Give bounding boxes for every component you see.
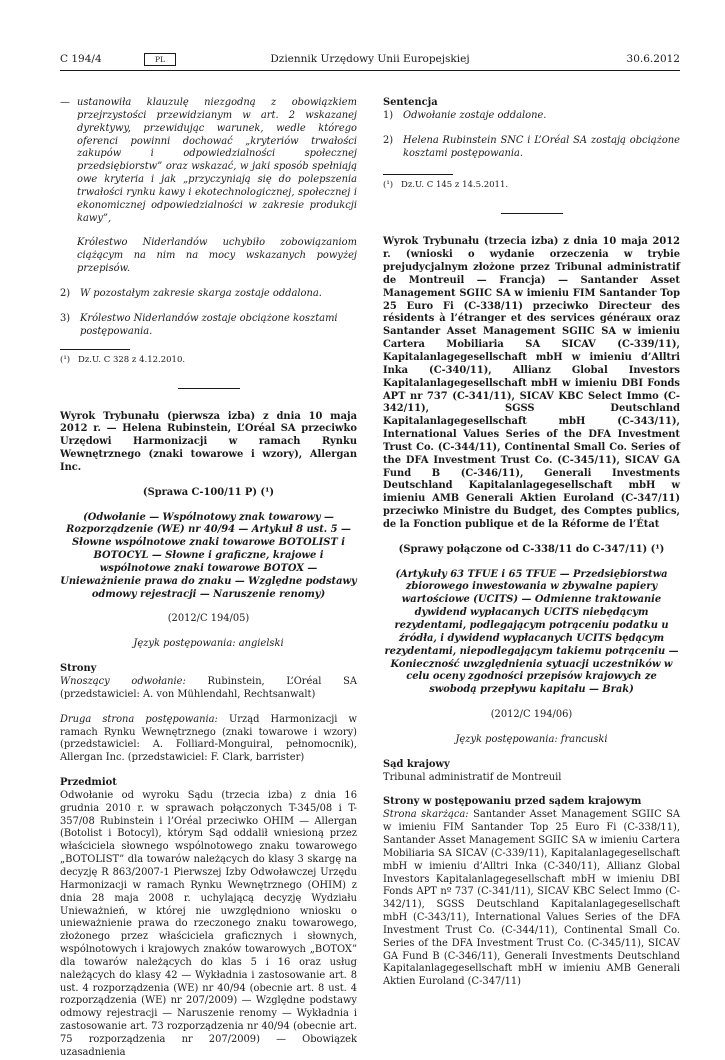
sentence-item-2 — [383, 135, 680, 161]
case-reference: (Sprawa C-100/11 P) (¹) — [142, 486, 275, 498]
footnote-mark: (¹) — [383, 180, 394, 191]
court-text: Tribunal administratif de Montreuil — [383, 771, 562, 783]
item-number: 2) — [383, 134, 394, 146]
footnote-text: Dz.U. C 145 z 14.5.2011. — [401, 180, 509, 191]
footnote-mark: (¹) — [60, 354, 71, 365]
court-heading: Sąd krajowy — [383, 758, 450, 770]
oj-reference: (2012/C 194/05) — [167, 613, 250, 625]
oj-reference: (2012/C 194/06) — [490, 709, 573, 721]
header-rule — [60, 70, 680, 71]
case-keywords: (Odwołanie — Wspólnotowy znak towarowy — Rozporządzenie (WE) nr 40/94 — Artykuł 8 ust. 5 — Słowne wspólnotowe znaki towarowe BOTOLIST i BOTOCYL — Słowne i graficzne, krajowe i wspólnotowe znaki towarowe BOTOX — Unieważnienie prawa do znaku — Względne podstawy odmowy rejestracji — Naruszenie renomy) — [60, 511, 357, 600]
applicant-entry — [383, 809, 680, 989]
page-header — [60, 50, 680, 68]
other-party-label: Druga strona postępowania: — [60, 713, 218, 725]
appellant-entry — [60, 676, 357, 702]
national-parties-heading: Strony w postępowaniu przed sądem krajowym — [383, 796, 642, 808]
procedure-language: Język postępowania: francuski — [455, 733, 608, 745]
other-party-entry — [60, 714, 357, 765]
journal-title: Dziennik Urzędowy Unii Europejskiej — [270, 53, 470, 65]
item-number: 3) — [60, 312, 71, 324]
footnote-rule — [60, 349, 130, 350]
sentence-item-1 — [383, 110, 680, 123]
publication-date: 30.6.2012 — [626, 53, 680, 65]
operative-conclusion: Królestwo Niderlandów uchybiło zobowiązaniom ciążącym na nim na mocy wskazanych powyżej przepisów. — [77, 237, 357, 275]
appellant-text: Rubinstein, L’Oréal SA (przedstawiciel: A. von Mühlendahl, Rechtsanwalt) — [60, 676, 357, 700]
right-column — [383, 97, 680, 989]
item-number: 2) — [60, 287, 71, 299]
judgment-title: Wyrok Trybunału (trzecia izba) z dnia 10 maja 2012 r. (wnioski o wydanie orzeczenia w trybie prejudycjalnym złożone przez Tribunal administratif de Montreuil — Francja) — Santander Asset Management SGIIC SA w imieniu FIM Santander Top 25 Euro Fi (C-338/11) przeciwko Directeur des résidents à l’étranger et des services généraux oraz Santander Asset Management SGIIC SA w imieniu Cartera Mobiliaria SA SICAV (C-339/11), Kapitalanlagegesellschaft mbH w imieniu d’Alltri Inka (C-340/11), Allianz Global Investors Kapitalanlagegesellschaft mbH w imieniu DBI Fonds APT nr 737 (C-341/11), SICAV KBC Select Immo (C-342/11), SGSS Deutschland Kapitalanlagegesellschaft mbH (C-343/11), International Values Series of the DFA Investment Trust Co. (C-344/11), Continental Small Co. Series of the DFA Investment Trust Co. (C-345/11), SICAV GA Fund B (C-346/11), Generali Investments Deutschland Kapitalanlagegesellschaft mbH w imieniu AMB Generali Aktien Euroland (C-347/11) przeciwko Ministre du Budget, des Comptes publics, de la Fonction publique et de la Réforme de l’État — [383, 236, 680, 530]
section-separator — [178, 388, 240, 389]
judgment-title: Wyrok Trybunału (pierwsza izba) z dnia 10 maja 2012 r. — Helena Rubinstein, L’Oréal SA przeciwko Urzędowi Harmonizacji w ramach Rynku Wewnętrznego (znaki towarowe i wzory), Allergan Inc. — [60, 410, 357, 473]
item-text: W pozostałym zakresie skarga zostaje oddalona. — [80, 287, 322, 299]
operative-item-3 — [60, 313, 357, 339]
case-reference: (Sprawy połączone od C-338/11 do C-347/11) (¹) — [398, 543, 665, 555]
procedure-language: Język postępowania: angielski — [133, 638, 284, 650]
subject-heading: Przedmiot — [60, 777, 117, 789]
case-keywords: (Artykuły 63 TFUE i 65 TFUE — Przedsiębiorstwa zbiorowego inwestowania w zbywalne papiery wartościowe (UCITS) — Odmienne traktowanie dywidend wypłacanych UCITS niebędącym rezydentami, podlegającym potrąceniu podatku u źródła, i dywidend wypłacanych UCITS będącym rezydentami, niepodlegającym takiemu potrąceniu — Konieczność uwzględnienia sytuacji uczestników w celu oceny zgodności przepisów krajowych ze swobodą przepływu kapitału — Brak) — [384, 568, 679, 696]
left-column — [60, 97, 357, 1060]
appellant-label: Wnoszący odwołanie: — [60, 676, 186, 687]
page-reference: C 194/4 — [60, 53, 102, 65]
dash-marker: — — [60, 97, 70, 108]
item-text: Odwołanie zostaje oddalone. — [403, 109, 547, 121]
applicant-text: Santander Asset Management SGIIC SA w imieniu FIM Santander Top 25 Euro Fi (C-338/11), Santander Asset Management SGIIC SA w imieniu Cartera Mobiliaria SA SICAV (C-339/11), Kapitalanlagegesellschaft mbH w imieniu d’Alltri Inka (C-340/11), Allianz Global Investors Kapitalanlagegesellschaft mbH w imieniu DBI Fonds APT nº 737 (C-341/11), SICAV KBC Select Immo (C-342/11), SGSS Deutschland Kapitalanlagegesellschaft mbH (C-343/11), International Values Series of the DFA Investment Trust Co. (C-344/11), Continental Small Co. Series of the DFA Investment Trust Co. (C-345/11), SICAV GA Fund B (C-346/11), Generali Investments Deutschland Kapitalanlagegesellschaft mbH w imieniu AMB Generali Aktien Euroland (C-347/11) — [383, 809, 680, 988]
operative-item-2 — [60, 288, 357, 301]
footnote-text: Dz.U. C 328 z 4.12.2010. — [78, 354, 186, 365]
applicant-label: Strona skarżąca: — [383, 809, 469, 821]
section-separator — [501, 213, 563, 214]
item-text: Królestwo Niderlandów zostaje obciążone kosztami postępowania. — [80, 312, 338, 337]
item-text: Helena Rubinstein SNC i L’Oréal SA zostają obciążone kosztami postępowania. — [403, 134, 680, 159]
footnote — [383, 180, 680, 191]
language-badge: PL — [144, 53, 176, 66]
dash-item-text: ustanowiła klauzulę niezgodną z obowiązkiem przejrzystości przewidzianym w art. 2 wskazanej dyrektywy, przewidując warunek, wedle którego oferenci powinni dochować „kryteriów trwałości zakupów i odpowiedzialności społecznej przedsiębiorstw” oraz wskazać, w jaki sposób spełniają owe kryteria i jak „przyczyniają się do polepszenia trwałości rynku kawy i ekotechnologicznej, społecznej i ekonomicznej odpowiedzialności w zakresie produkcji kawy”, — [77, 97, 357, 224]
other-party-text: Urząd Harmonizacji w ramach Rynku Wewnętrznego (znaki towarowe i wzory) (przedstawiciel: A. Folliard-Monguiral, pełnomocnik), Allergan Inc. (przedstawiciel: F. Clark, barrister) — [60, 713, 358, 764]
item-number: 1) — [383, 109, 394, 121]
parties-heading: Strony — [60, 663, 97, 675]
subject-text: Odwołanie od wyroku Sądu (trzecia izba) z dnia 16 grudnia 2010 r. w sprawach połączonych T-345/08 i T-357/08 Rubinstein i l’Oréal przeciwko OHIM — Allergan (Botolist i Botocyl), którym Sąd oddalił wniesioną przez właściciela słownego wspólnotowego znaku towarowego „BOTOLIST” dla towarów należących do klasy 3 skargę na decyzję R 863/2007-1 Pierwszej Izby Odwoławczej Urzędu Harmonizacji w ramach Rynku Wewnętrznego (OHIM) z dnia 28 maja 2008 r. uchylającą decyzję Wydziału Unieważnień, w której nie uwzględniono wniosku o unieważnienie prawa do rzeczonego znaku towarowego, złożonego przez właściciela graficznych i słownych, wspólnotowych i krajowych znaków towarowych „BOTOX” dla towarów należących do klas 5 i 16 oraz usług należących do klasy 42 — Wykładnia i zastosowanie art. 8 ust. 4 rozporządzenia (WE) nr 40/94 (obecnie art. 8 ust. 4 rozporządzenia (WE) nr 207/2009) — Względne podstawy odmowy rejestracji — Naruszenie renomy — Wykładnia i zastosowanie art. 73 rozporządzenia nr 40/94 (obecnie art. 75 rozporządzenia nr 207/2009) — Obowiązek uzasadnienia — [60, 789, 357, 1058]
footnote — [60, 355, 357, 366]
sentence-heading: Sentencja — [383, 97, 438, 108]
footnote-rule — [383, 174, 453, 175]
dash-list-item — [60, 97, 357, 225]
